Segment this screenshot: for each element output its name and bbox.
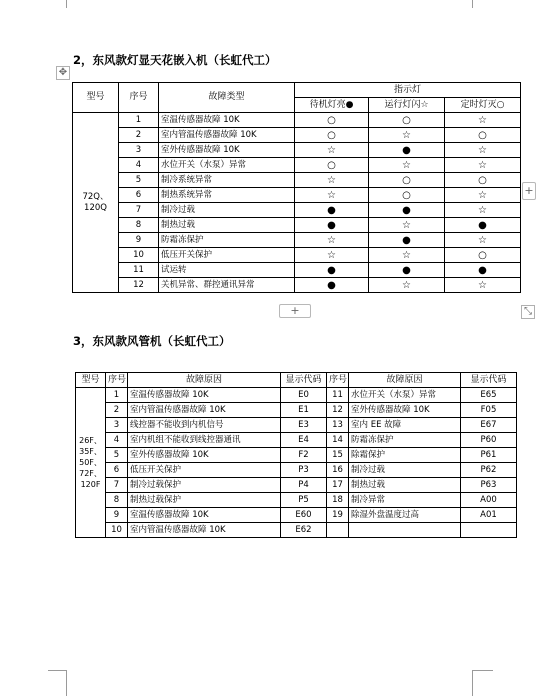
table-row <box>76 493 517 508</box>
code-cell-2: E67 <box>461 418 517 433</box>
table-row <box>76 433 517 448</box>
fault-cause-cell: 制热过载保护 <box>128 493 281 508</box>
timer-indicator-cell: ○ <box>445 248 521 263</box>
table-row <box>73 233 521 248</box>
standby-indicator-cell: ☆ <box>295 173 369 188</box>
timer-indicator-cell: ● <box>445 218 521 233</box>
code-cell: E0 <box>281 388 327 403</box>
table-row <box>73 203 521 218</box>
table-row <box>76 478 517 493</box>
fault-cause-cell-2: 制冷过载 <box>349 463 461 478</box>
code-cell: E62 <box>281 523 327 538</box>
code-cell: E60 <box>281 508 327 523</box>
code-cell: P5 <box>281 493 327 508</box>
fault-cause-cell-2: 室内 EE 故障 <box>349 418 461 433</box>
running-indicator-cell: ● <box>369 203 445 218</box>
timer-indicator-cell: ☆ <box>445 233 521 248</box>
header-model: 型号 <box>76 373 106 388</box>
fault-cause-cell-2: 除霜保护 <box>349 448 461 463</box>
code-cell-2 <box>461 523 517 538</box>
table-row <box>76 388 517 403</box>
fault-desc-cell: 室内管温传感器故障 10K <box>159 128 295 143</box>
header-fault-type: 故障类型 <box>159 83 295 113</box>
header-seq: 序号 <box>119 83 159 113</box>
code-cell-2: A01 <box>461 508 517 523</box>
resize-icon: ⤡ <box>524 306 532 317</box>
seq-cell: 6 <box>106 463 128 478</box>
header-model: 型号 <box>73 83 119 113</box>
seq-cell: 9 <box>119 233 159 248</box>
code-cell-2: F05 <box>461 403 517 418</box>
header-running: 运行灯闪☆ <box>369 98 445 113</box>
model-cell: 72Q、120Q <box>73 113 119 293</box>
fault-desc-cell: 制热过载 <box>159 218 295 233</box>
running-indicator-cell: ○ <box>369 113 445 128</box>
code-cell: E4 <box>281 433 327 448</box>
timer-indicator-cell: ○ <box>445 128 521 143</box>
code-cell-2: P60 <box>461 433 517 448</box>
timer-indicator-cell: ☆ <box>445 188 521 203</box>
table-row <box>73 248 521 263</box>
running-indicator-cell: ● <box>369 143 445 158</box>
header-indicator: 指示灯 <box>295 83 521 98</box>
fault-desc-cell: 试运转 <box>159 263 295 278</box>
seq-cell: 12 <box>119 278 159 293</box>
indicator-fault-table <box>72 82 521 293</box>
section-3-title: 3，东风款风管机（长虹代工） <box>73 334 231 348</box>
table-row <box>76 523 517 538</box>
standby-indicator-cell: ☆ <box>295 188 369 203</box>
fault-desc-cell: 制冷系统异常 <box>159 173 295 188</box>
timer-indicator-cell: ☆ <box>445 143 521 158</box>
code-cell: E3 <box>281 418 327 433</box>
seq-cell: 3 <box>119 143 159 158</box>
fault-cause-cell-2: 制热过载 <box>349 478 461 493</box>
fault-cause-cell-2: 除湿外盘温度过高 <box>349 508 461 523</box>
header-seq: 序号 <box>106 373 128 388</box>
crop-mark-top-left <box>0 0 67 8</box>
seq-cell: 2 <box>119 128 159 143</box>
fault-desc-cell: 制冷过载 <box>159 203 295 218</box>
fault-desc-cell: 防霜冻保护 <box>159 233 295 248</box>
table-row <box>73 143 521 158</box>
seq-cell-2: 17 <box>327 478 349 493</box>
code-cell: P4 <box>281 478 327 493</box>
header-code-2: 显示代码 <box>461 373 517 388</box>
move-icon: ✥ <box>58 67 68 78</box>
running-indicator-cell: ☆ <box>369 218 445 233</box>
code-cell-2: E65 <box>461 388 517 403</box>
code-cell: F2 <box>281 448 327 463</box>
table-row <box>73 113 521 128</box>
seq-cell-2 <box>327 523 349 538</box>
fault-cause-cell: 室内管温传感器故障 10K <box>128 403 281 418</box>
code-cell: P3 <box>281 463 327 478</box>
fault-cause-cell: 线控器不能收到内机信号 <box>128 418 281 433</box>
header-code: 显示代码 <box>281 373 327 388</box>
table-resize-handle[interactable] <box>521 305 535 319</box>
fault-cause-cell: 室外传感器故障 10K <box>128 448 281 463</box>
seq-cell-2: 19 <box>327 508 349 523</box>
seq-cell: 10 <box>106 523 128 538</box>
add-column-button[interactable] <box>522 182 536 200</box>
fault-desc-cell: 低压开关保护 <box>159 248 295 263</box>
seq-cell: 2 <box>106 403 128 418</box>
seq-cell: 6 <box>119 188 159 203</box>
seq-cell-2: 11 <box>327 388 349 403</box>
fault-cause-cell: 室内机组不能收到线控器通讯 <box>128 433 281 448</box>
table-row <box>76 403 517 418</box>
plus-icon: + <box>524 184 534 197</box>
standby-indicator-cell: ○ <box>295 158 369 173</box>
fault-cause-cell-2: 室外传感器故障 10K <box>349 403 461 418</box>
seq-cell-2: 15 <box>327 448 349 463</box>
seq-cell: 3 <box>106 418 128 433</box>
plus-icon: + <box>290 304 300 317</box>
table-row <box>73 263 521 278</box>
error-code-table <box>75 372 517 538</box>
seq-cell: 5 <box>106 448 128 463</box>
crop-mark-top-right <box>472 0 493 8</box>
seq-cell-2: 12 <box>327 403 349 418</box>
seq-cell: 4 <box>106 433 128 448</box>
table-row <box>73 173 521 188</box>
seq-cell: 9 <box>106 508 128 523</box>
fault-desc-cell: 制热系统异常 <box>159 188 295 203</box>
table-row <box>76 508 517 523</box>
section-2-title: 2，东风款灯显天花嵌入机（长虹代工） <box>73 53 277 67</box>
table-row <box>76 418 517 433</box>
fault-cause-cell-2: 水位开关（水泵）异常 <box>349 388 461 403</box>
standby-indicator-cell: ○ <box>295 113 369 128</box>
timer-indicator-cell: ☆ <box>445 278 521 293</box>
fault-cause-cell-2 <box>349 523 461 538</box>
table-row <box>73 128 521 143</box>
timer-indicator-cell: ● <box>445 263 521 278</box>
seq-cell: 4 <box>119 158 159 173</box>
header-seq-2: 序号 <box>327 373 349 388</box>
crop-mark-bottom-left <box>48 670 67 696</box>
table-row <box>76 448 517 463</box>
seq-cell: 1 <box>106 388 128 403</box>
table-move-handle[interactable] <box>56 66 70 80</box>
standby-indicator-cell: ☆ <box>295 248 369 263</box>
running-indicator-cell: ● <box>369 263 445 278</box>
table-row <box>76 463 517 478</box>
running-indicator-cell: ☆ <box>369 248 445 263</box>
fault-cause-cell-2: 制冷异常 <box>349 493 461 508</box>
code-cell-2: P62 <box>461 463 517 478</box>
fault-cause-cell: 制冷过载保护 <box>128 478 281 493</box>
timer-indicator-cell: ☆ <box>445 113 521 128</box>
fault-cause-cell: 室温传感器故障 10K <box>128 508 281 523</box>
seq-cell: 8 <box>106 493 128 508</box>
running-indicator-cell: ☆ <box>369 158 445 173</box>
seq-cell-2: 16 <box>327 463 349 478</box>
fault-cause-cell-2: 防霜冻保护 <box>349 433 461 448</box>
fault-cause-cell: 室内管温传感器故障 10K <box>128 523 281 538</box>
standby-indicator-cell: ● <box>295 263 369 278</box>
fault-desc-cell: 室外传感器故障 10K <box>159 143 295 158</box>
code-cell: E1 <box>281 403 327 418</box>
header-cause-2: 故障原因 <box>349 373 461 388</box>
fault-desc-cell: 室温传感器故障 10K <box>159 113 295 128</box>
code-cell-2: P63 <box>461 478 517 493</box>
running-indicator-cell: ● <box>369 233 445 248</box>
standby-indicator-cell: ● <box>295 203 369 218</box>
timer-indicator-cell: ☆ <box>445 203 521 218</box>
table-row <box>73 158 521 173</box>
code-cell-2: A00 <box>461 493 517 508</box>
fault-desc-cell: 关机异常、群控通讯异常 <box>159 278 295 293</box>
seq-cell: 1 <box>119 113 159 128</box>
seq-cell: 8 <box>119 218 159 233</box>
standby-indicator-cell: ○ <box>295 128 369 143</box>
standby-indicator-cell: ☆ <box>295 233 369 248</box>
seq-cell: 7 <box>106 478 128 493</box>
code-cell-2: P61 <box>461 448 517 463</box>
header-cause: 故障原因 <box>128 373 281 388</box>
standby-indicator-cell: ● <box>295 278 369 293</box>
timer-indicator-cell: ☆ <box>445 158 521 173</box>
crop-mark-bottom-right <box>472 670 493 696</box>
seq-cell: 7 <box>119 203 159 218</box>
seq-cell: 5 <box>119 173 159 188</box>
seq-cell-2: 14 <box>327 433 349 448</box>
table-row <box>73 218 521 233</box>
header-standby: 待机灯亮● <box>295 98 369 113</box>
seq-cell: 10 <box>119 248 159 263</box>
table-row <box>73 188 521 203</box>
header-timer: 定时灯灭○ <box>445 98 521 113</box>
table-row <box>73 278 521 293</box>
fault-cause-cell: 低压开关保护 <box>128 463 281 478</box>
seq-cell-2: 13 <box>327 418 349 433</box>
running-indicator-cell: ○ <box>369 188 445 203</box>
fault-cause-cell: 室温传感器故障 10K <box>128 388 281 403</box>
running-indicator-cell: ☆ <box>369 128 445 143</box>
model-cell: 26F、35F、50F、72F、120F <box>76 388 106 538</box>
standby-indicator-cell: ● <box>295 218 369 233</box>
seq-cell-2: 18 <box>327 493 349 508</box>
timer-indicator-cell: ○ <box>445 173 521 188</box>
running-indicator-cell: ☆ <box>369 278 445 293</box>
add-row-button[interactable] <box>279 304 311 318</box>
standby-indicator-cell: ☆ <box>295 143 369 158</box>
running-indicator-cell: ○ <box>369 173 445 188</box>
fault-desc-cell: 水位开关（水泵）异常 <box>159 158 295 173</box>
seq-cell: 11 <box>119 263 159 278</box>
